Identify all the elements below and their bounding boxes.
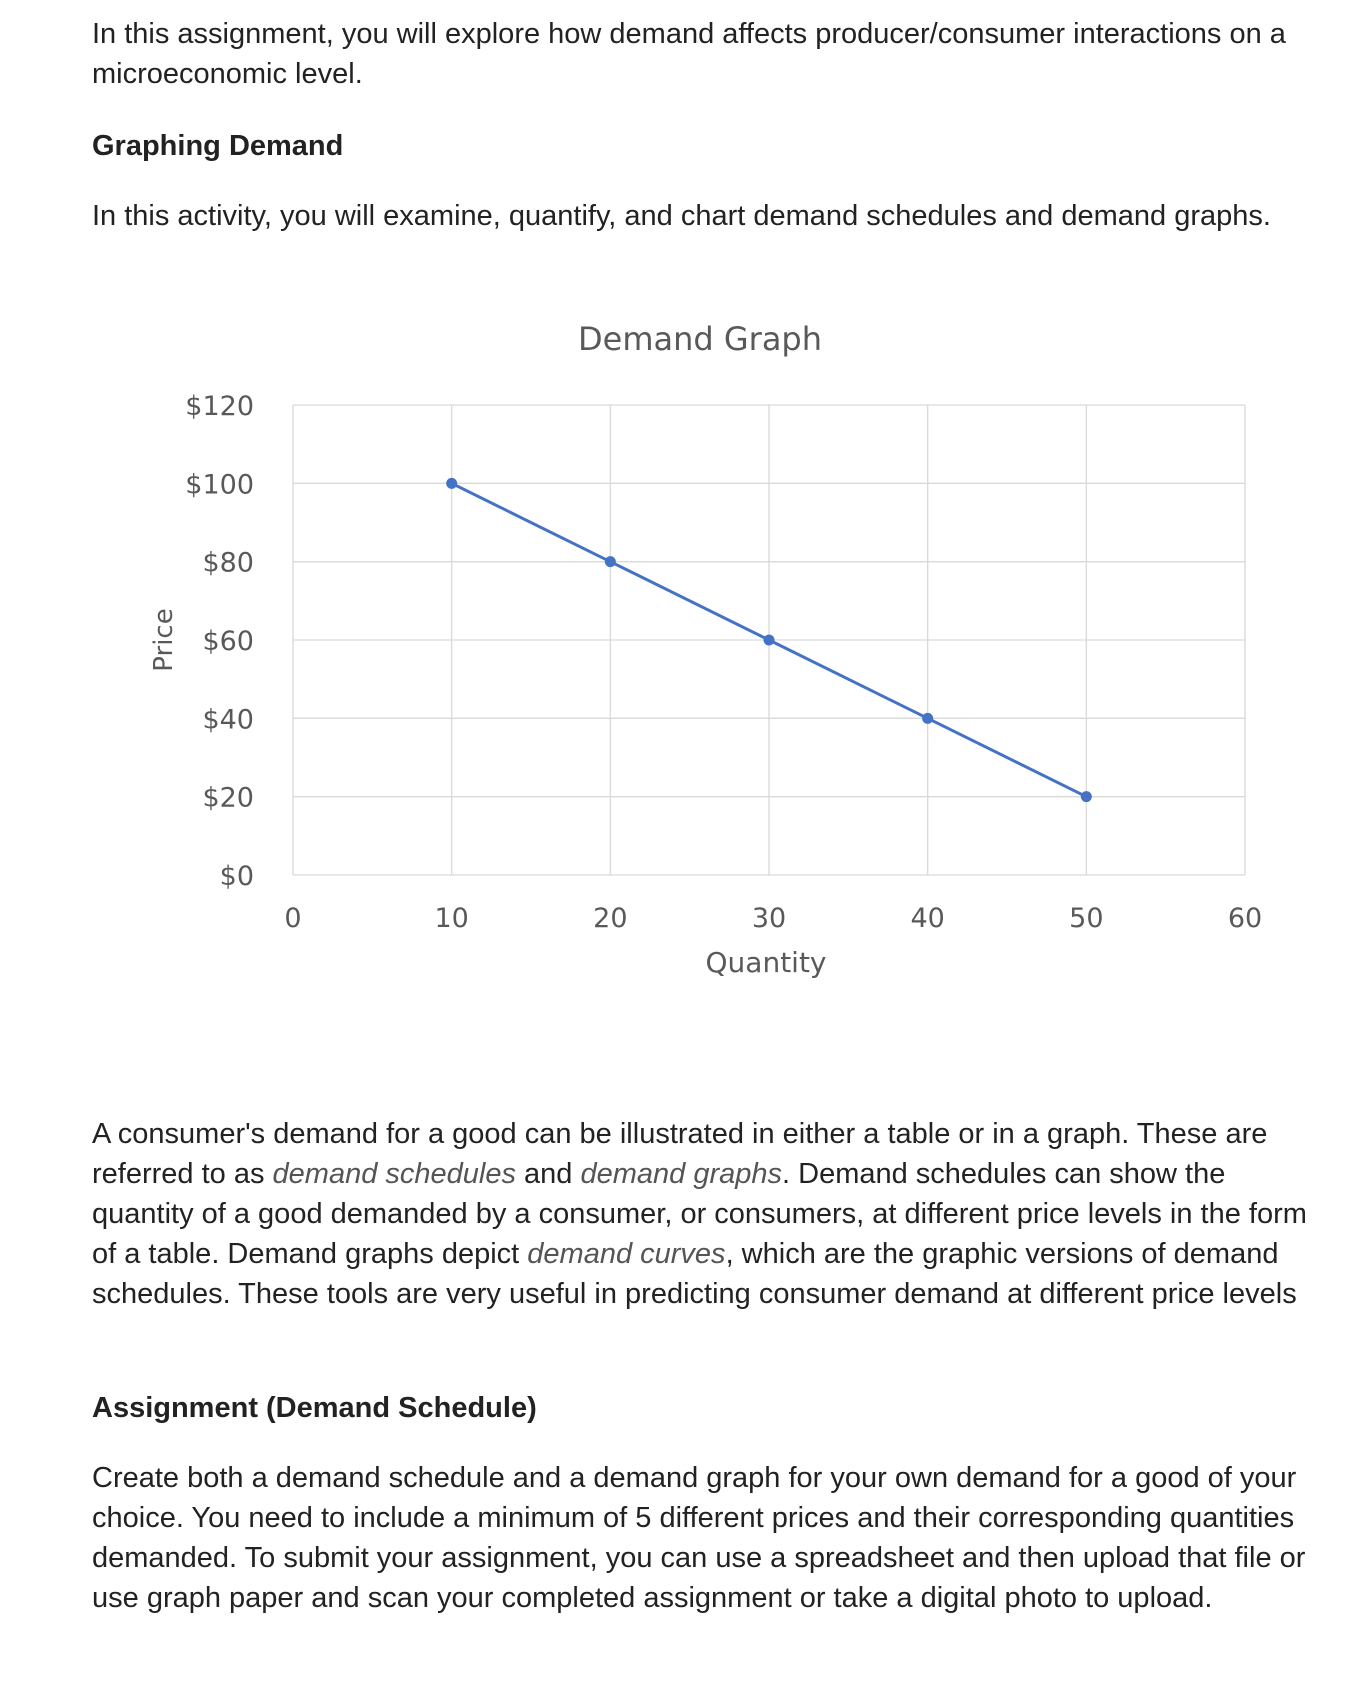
y-tick-label: $120 <box>185 391 254 422</box>
intro-paragraph: In this assignment, you will explore how demand affects producer/consumer interactions on a microeconomic level. <box>92 18 1286 90</box>
y-tick-label: $80 <box>202 547 254 579</box>
assignment-task-paragraph: Create both a demand schedule and a demand graph for your own demand for a good of your choice. You need to include a minimum of 5 different prices and their corresponding quantities demanded. To submit your assignment, you can use a spreadsheet and then upload that file or use graph paper and scan your completed assignment or take a digital photo to upload. <box>92 1462 1306 1614</box>
section-heading-graphing-demand: Graphing Demand <box>92 130 344 162</box>
x-axis-label: Quantity <box>705 946 827 979</box>
x-tick-label: 0 <box>284 903 302 934</box>
y-tick-label: $100 <box>185 469 254 501</box>
demand-point <box>446 478 457 489</box>
explanation-text-3: . Demand schedules can show the quantity of a good demanded by a consumer, or consumers, at different price levels in the form of a table. Demand graphs depict <box>92 1158 1307 1270</box>
y-tick-label: $60 <box>202 626 254 657</box>
demand-point <box>1081 791 1092 802</box>
demand-graph-chart <box>0 300 1363 1020</box>
term-demand-schedules: demand schedules <box>272 1158 516 1190</box>
term-demand-curves: demand curves <box>527 1238 726 1270</box>
y-axis-label: Price <box>149 608 179 672</box>
x-tick-label: 60 <box>1227 903 1263 934</box>
demand-point <box>764 635 775 646</box>
y-tick-label: $20 <box>202 782 254 814</box>
explanation-text-1: A consumer's demand for a good can be illustrated in either a table or in a graph. These are referred to as <box>92 1118 1268 1190</box>
explanation-text-2: and <box>515 1158 581 1190</box>
x-tick-label: 40 <box>910 903 945 934</box>
y-tick-label: $0 <box>219 861 254 892</box>
x-tick-label: 50 <box>1069 903 1104 934</box>
demand-point <box>605 556 616 567</box>
x-axis-tick-labels <box>284 903 1262 934</box>
y-axis-tick-labels <box>185 391 254 892</box>
section-heading-assignment: Assignment (Demand Schedule) <box>92 1392 537 1424</box>
explanation-paragraph <box>92 1114 1332 1314</box>
activity-paragraph: In this activity, you will examine, quantify, and chart demand schedules and demand graphs. <box>92 200 1271 232</box>
x-tick-label: 10 <box>434 903 469 934</box>
chart-title: Demand Graph <box>577 320 823 358</box>
x-tick-label: 20 <box>593 903 628 934</box>
y-tick-label: $40 <box>202 704 254 736</box>
x-tick-label: 30 <box>751 903 787 934</box>
demand-point <box>922 713 933 724</box>
term-demand-graphs: demand graphs <box>580 1158 783 1190</box>
explanation-text-4: , which are the graphic versions of demand schedules. These tools are very useful in predicting consumer demand at different price levels <box>92 1238 1297 1310</box>
